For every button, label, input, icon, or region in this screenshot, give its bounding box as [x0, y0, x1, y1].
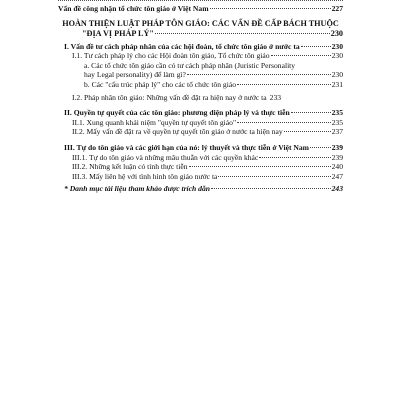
toc-entry: II.1. Xung quanh khái niệm "quyền tự quyết tôn giáo" 235	[72, 117, 343, 127]
dot-leader	[218, 176, 330, 177]
dot-leader	[187, 74, 331, 75]
dot-leader	[301, 46, 331, 47]
toc-entry: II. Quyền tự quyết của các tôn giáo: phương diện pháp lý và thực tiễn 235	[64, 108, 343, 118]
toc-entry: I.2. Pháp nhân tôn giáo: Những vấn đề đặt ra hiện nay ở nước ta 233	[72, 92, 282, 102]
toc-entry: III.1. Tự do tôn giáo và những mâu thuẫn với các quyền khác 239	[72, 152, 343, 162]
toc-entry: I. Vấn đề tư cách pháp nhân của các hội đoàn, tổ chức tôn giáo ở nước ta 230	[64, 41, 343, 51]
toc-entry: III.2. Những kết luận có tính thực tiễn 240	[72, 162, 343, 172]
dot-leader	[211, 188, 331, 189]
dot-leader	[271, 55, 331, 56]
toc-entry-continuation: hay Legal personality) để làm gì? 230	[84, 70, 343, 80]
toc-entry: a. Các tổ chức tôn giáo cần có tư cách pháp nhân (Juristic Personality	[84, 60, 296, 70]
toc-entry: III. Tự do tôn giáo và các giới hạn của nó: lý thuyết và thực tiễn ở Việt Nam 239	[64, 142, 343, 152]
dot-leader	[310, 147, 331, 148]
dot-leader	[155, 33, 330, 34]
toc-entry: II.2. Mấy vấn đề đặt ra về quyền tự quyết tôn giáo ở nước ta hiện nay 237	[72, 127, 343, 137]
table-of-contents	[58, 4, 343, 194]
dot-leader	[291, 112, 331, 113]
toc-entry: I.1. Tư cách pháp lý cho các Hội đoàn tôn giáo, Tổ chức tôn giáo 230	[72, 51, 343, 61]
toc-entry: III.3. Mấy liên hệ với tình hình tôn giáo nước ta 247	[72, 171, 343, 181]
part-title-line2: "ĐỊA VỊ PHÁP LÝ" 230	[82, 28, 343, 38]
dot-leader	[259, 157, 330, 158]
toc-entry: * Danh mục tài liệu tham khảo được trích dẫn 243	[64, 184, 343, 194]
dot-leader	[284, 131, 331, 132]
dot-leader	[210, 8, 331, 9]
toc-entry: Vấn đề công nhận tổ chức tôn giáo ở Việt Nam 227	[58, 4, 343, 13]
dot-leader	[237, 84, 331, 85]
toc-entry: b. Các "cấu trúc pháp lý" cho các tổ chức tôn giáo 231	[84, 79, 343, 89]
dot-leader	[237, 122, 331, 123]
dot-leader	[189, 166, 331, 167]
part-title: HOÀN THIỆN LUẬT PHÁP TÔN GIÁO: CÁC VẤN ĐỀ CẤP BÁCH THUỘC	[62, 18, 339, 28]
